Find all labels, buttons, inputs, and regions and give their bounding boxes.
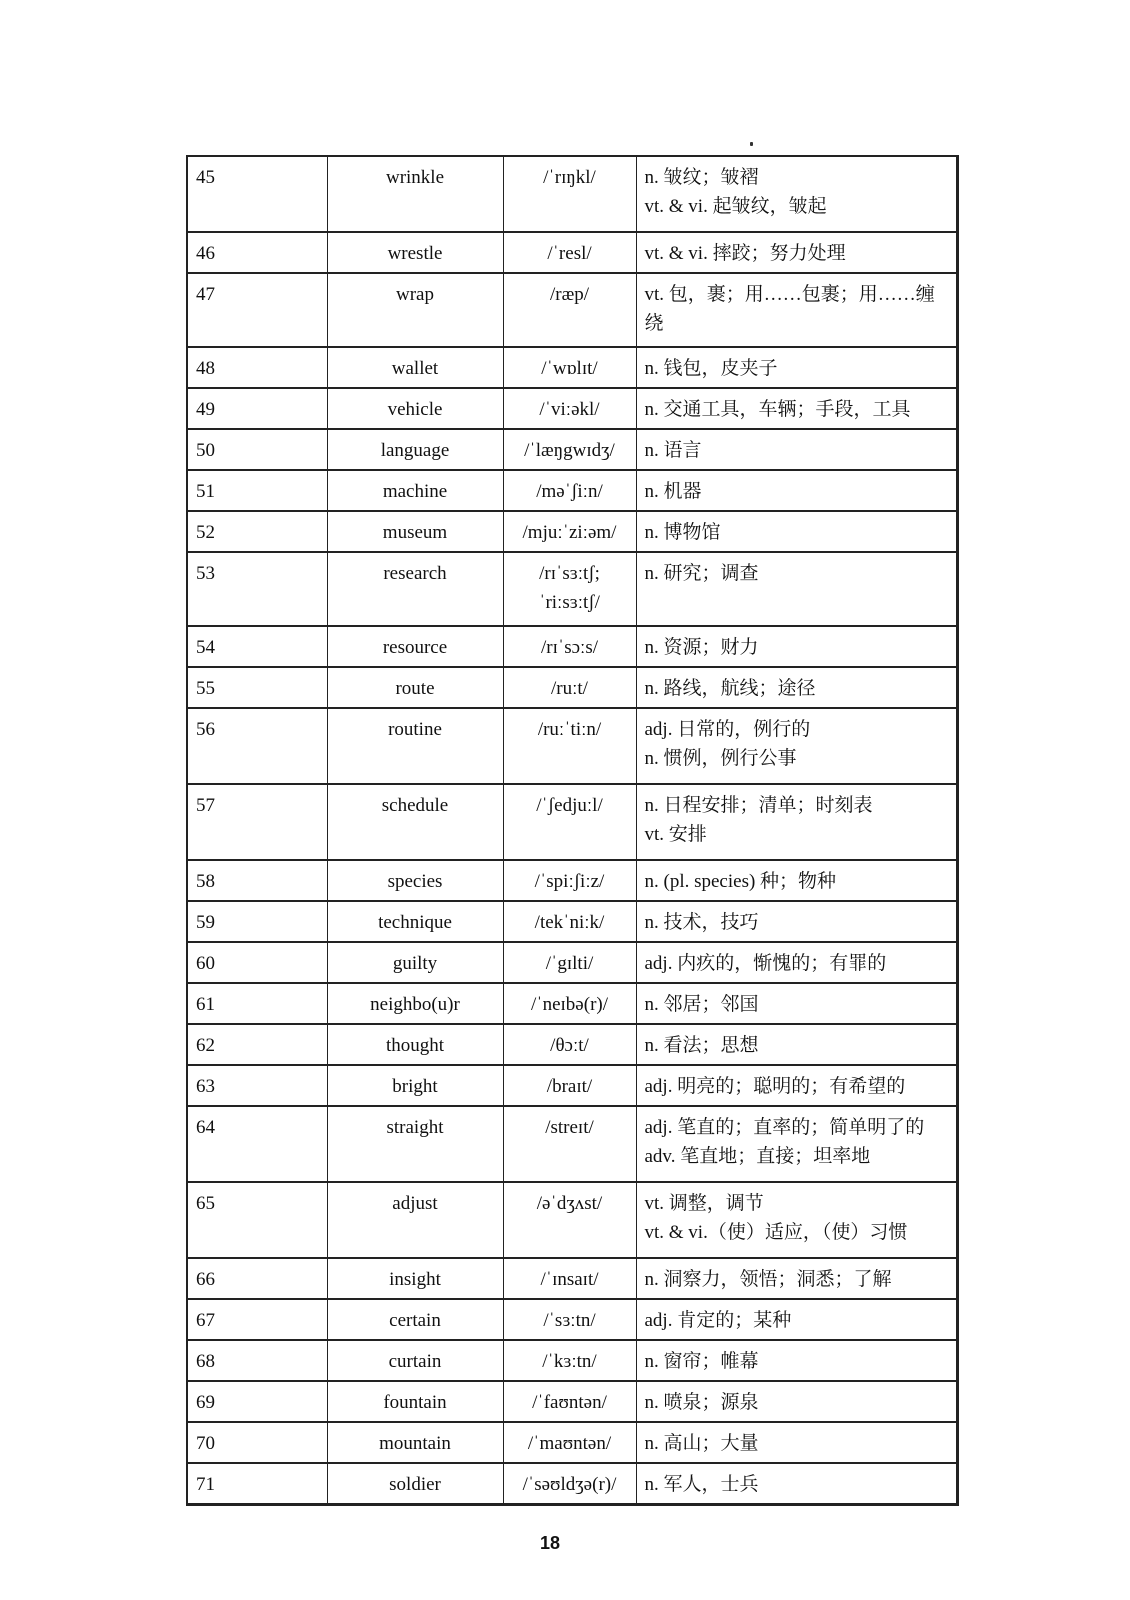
vocab-row <box>187 388 957 429</box>
meaning-cell: n. 军人，士兵 <box>636 1463 957 1505</box>
word-cell: museum <box>327 511 503 552</box>
word-cell: machine <box>327 470 503 511</box>
row-number: 56 <box>187 708 327 784</box>
phonetic-cell: /ˈmaʊntən/ <box>503 1422 636 1463</box>
page-number: 18 <box>539 1533 561 1553</box>
vocab-row <box>187 1463 957 1505</box>
vocabulary-table <box>186 155 959 1506</box>
meaning-cell: adj. 日常的，例行的 n. 惯例，例行公事 <box>636 708 957 784</box>
vocab-row <box>187 347 957 388</box>
word-cell: wrestle <box>327 232 503 273</box>
phonetic-cell: /ˈsɜːtn/ <box>503 1299 636 1340</box>
word-cell: thought <box>327 1024 503 1065</box>
vocab-row <box>187 1106 957 1182</box>
word-cell: straight <box>327 1106 503 1182</box>
phonetic-cell: /streɪt/ <box>503 1106 636 1182</box>
word-cell: neighbo(u)r <box>327 983 503 1024</box>
meaning-cell: n. 日程安排；清单；时刻表 vt. 安排 <box>636 784 957 860</box>
row-number: 49 <box>187 388 327 429</box>
row-number: 45 <box>187 156 327 232</box>
phonetic-cell: /rɪˈsɜːtʃ; ˈriːsɜːtʃ/ <box>503 552 636 626</box>
phonetic-cell: /tekˈniːk/ <box>503 901 636 942</box>
row-number: 60 <box>187 942 327 983</box>
vocab-row <box>187 273 957 347</box>
meaning-cell: n. 博物馆 <box>636 511 957 552</box>
meaning-cell: adj. 笔直的；直率的；简单明了的 adv. 笔直地；直接；坦率地 <box>636 1106 957 1182</box>
row-number: 65 <box>187 1182 327 1258</box>
phonetic-cell: /əˈdʒʌst/ <box>503 1182 636 1258</box>
vocab-row <box>187 942 957 983</box>
meaning-cell: n. 高山；大量 <box>636 1422 957 1463</box>
meaning-cell: n. 路线，航线；途径 <box>636 667 957 708</box>
word-cell: language <box>327 429 503 470</box>
vocab-row <box>187 1065 957 1106</box>
row-number: 58 <box>187 860 327 901</box>
scan-mark <box>750 142 753 146</box>
row-number: 59 <box>187 901 327 942</box>
word-cell: wrap <box>327 273 503 347</box>
meaning-cell: n. 洞察力，领悟；洞悉；了解 <box>636 1258 957 1299</box>
vocab-row <box>187 1422 957 1463</box>
row-number: 50 <box>187 429 327 470</box>
phonetic-cell: /ˈʃedjuːl/ <box>503 784 636 860</box>
row-number: 61 <box>187 983 327 1024</box>
row-number: 52 <box>187 511 327 552</box>
phonetic-cell: /ˈresl/ <box>503 232 636 273</box>
word-cell: mountain <box>327 1422 503 1463</box>
meaning-cell: n. 钱包，皮夹子 <box>636 347 957 388</box>
vocab-row <box>187 470 957 511</box>
phonetic-cell: /mjuːˈziːəm/ <box>503 511 636 552</box>
vocab-row <box>187 1381 957 1422</box>
phonetic-cell: /ˈrɪŋkl/ <box>503 156 636 232</box>
vocab-row <box>187 784 957 860</box>
vocab-row <box>187 511 957 552</box>
meaning-cell: n. 机器 <box>636 470 957 511</box>
vocab-row <box>187 232 957 273</box>
row-number: 71 <box>187 1463 327 1505</box>
vocab-row <box>187 1024 957 1065</box>
word-cell: route <box>327 667 503 708</box>
meaning-cell: n. (pl. species) 种；物种 <box>636 860 957 901</box>
meaning-cell: adj. 明亮的；聪明的；有希望的 <box>636 1065 957 1106</box>
word-cell: fountain <box>327 1381 503 1422</box>
word-cell: resource <box>327 626 503 667</box>
row-number: 51 <box>187 470 327 511</box>
word-cell: curtain <box>327 1340 503 1381</box>
meaning-cell: n. 研究；调查 <box>636 552 957 626</box>
row-number: 67 <box>187 1299 327 1340</box>
word-cell: soldier <box>327 1463 503 1505</box>
meaning-cell: n. 语言 <box>636 429 957 470</box>
vocab-row <box>187 983 957 1024</box>
vocab-row <box>187 1340 957 1381</box>
vocab-row <box>187 1182 957 1258</box>
meaning-cell: n. 技术，技巧 <box>636 901 957 942</box>
meaning-cell: n. 喷泉；源泉 <box>636 1381 957 1422</box>
vocab-row <box>187 626 957 667</box>
word-cell: insight <box>327 1258 503 1299</box>
phonetic-cell: /ˈspiːʃiːz/ <box>503 860 636 901</box>
phonetic-cell: /braɪt/ <box>503 1065 636 1106</box>
word-cell: wrinkle <box>327 156 503 232</box>
row-number: 53 <box>187 552 327 626</box>
meaning-cell: n. 看法；思想 <box>636 1024 957 1065</box>
meaning-cell: n. 资源；财力 <box>636 626 957 667</box>
phonetic-cell: /ˈwɒlɪt/ <box>503 347 636 388</box>
meaning-cell: adj. 内疚的，惭愧的；有罪的 <box>636 942 957 983</box>
vocabulary-table-body <box>187 156 957 1505</box>
row-number: 48 <box>187 347 327 388</box>
meaning-cell: n. 皱纹；皱褶 vt. & vi. 起皱纹，皱起 <box>636 156 957 232</box>
word-cell: adjust <box>327 1182 503 1258</box>
vocab-row <box>187 1299 957 1340</box>
vocab-row <box>187 667 957 708</box>
vocab-row <box>187 708 957 784</box>
row-number: 70 <box>187 1422 327 1463</box>
phonetic-cell: /ˈfaʊntən/ <box>503 1381 636 1422</box>
word-cell: wallet <box>327 347 503 388</box>
vocab-row <box>187 1258 957 1299</box>
row-number: 63 <box>187 1065 327 1106</box>
word-cell: schedule <box>327 784 503 860</box>
meaning-cell: vt. & vi. 摔跤；努力处理 <box>636 232 957 273</box>
phonetic-cell: /ˈkɜːtn/ <box>503 1340 636 1381</box>
meaning-cell: vt. 包，裹；用……包裹；用……缠绕 <box>636 273 957 347</box>
word-cell: species <box>327 860 503 901</box>
phonetic-cell: /ruːt/ <box>503 667 636 708</box>
word-cell: bright <box>327 1065 503 1106</box>
word-cell: certain <box>327 1299 503 1340</box>
row-number: 55 <box>187 667 327 708</box>
phonetic-cell: /rɪˈsɔːs/ <box>503 626 636 667</box>
row-number: 62 <box>187 1024 327 1065</box>
word-cell: guilty <box>327 942 503 983</box>
phonetic-cell: /ˈviːəkl/ <box>503 388 636 429</box>
phonetic-cell: /məˈʃiːn/ <box>503 470 636 511</box>
phonetic-cell: /ˈsəʊldʒə(r)/ <box>503 1463 636 1505</box>
vocab-row <box>187 901 957 942</box>
word-cell: technique <box>327 901 503 942</box>
phonetic-cell: /ræp/ <box>503 273 636 347</box>
phonetic-cell: /ˈgɪlti/ <box>503 942 636 983</box>
row-number: 64 <box>187 1106 327 1182</box>
row-number: 47 <box>187 273 327 347</box>
vocab-row <box>187 429 957 470</box>
meaning-cell: n. 窗帘；帷幕 <box>636 1340 957 1381</box>
meaning-cell: n. 邻居；邻国 <box>636 983 957 1024</box>
phonetic-cell: /ˈɪnsaɪt/ <box>503 1258 636 1299</box>
vocab-row <box>187 156 957 232</box>
meaning-cell: vt. 调整，调节 vt. & vi.（使）适应，（使）习惯 <box>636 1182 957 1258</box>
word-cell: vehicle <box>327 388 503 429</box>
phonetic-cell: /ˈneɪbə(r)/ <box>503 983 636 1024</box>
meaning-cell: n. 交通工具，车辆；手段，工具 <box>636 388 957 429</box>
phonetic-cell: /ruːˈtiːn/ <box>503 708 636 784</box>
vocab-row <box>187 552 957 626</box>
meaning-cell: adj. 肯定的；某种 <box>636 1299 957 1340</box>
vocab-row <box>187 860 957 901</box>
row-number: 57 <box>187 784 327 860</box>
row-number: 68 <box>187 1340 327 1381</box>
row-number: 66 <box>187 1258 327 1299</box>
row-number: 69 <box>187 1381 327 1422</box>
phonetic-cell: /ˈlæŋgwɪdʒ/ <box>503 429 636 470</box>
row-number: 54 <box>187 626 327 667</box>
word-cell: routine <box>327 708 503 784</box>
phonetic-cell: /θɔːt/ <box>503 1024 636 1065</box>
row-number: 46 <box>187 232 327 273</box>
word-cell: research <box>327 552 503 626</box>
